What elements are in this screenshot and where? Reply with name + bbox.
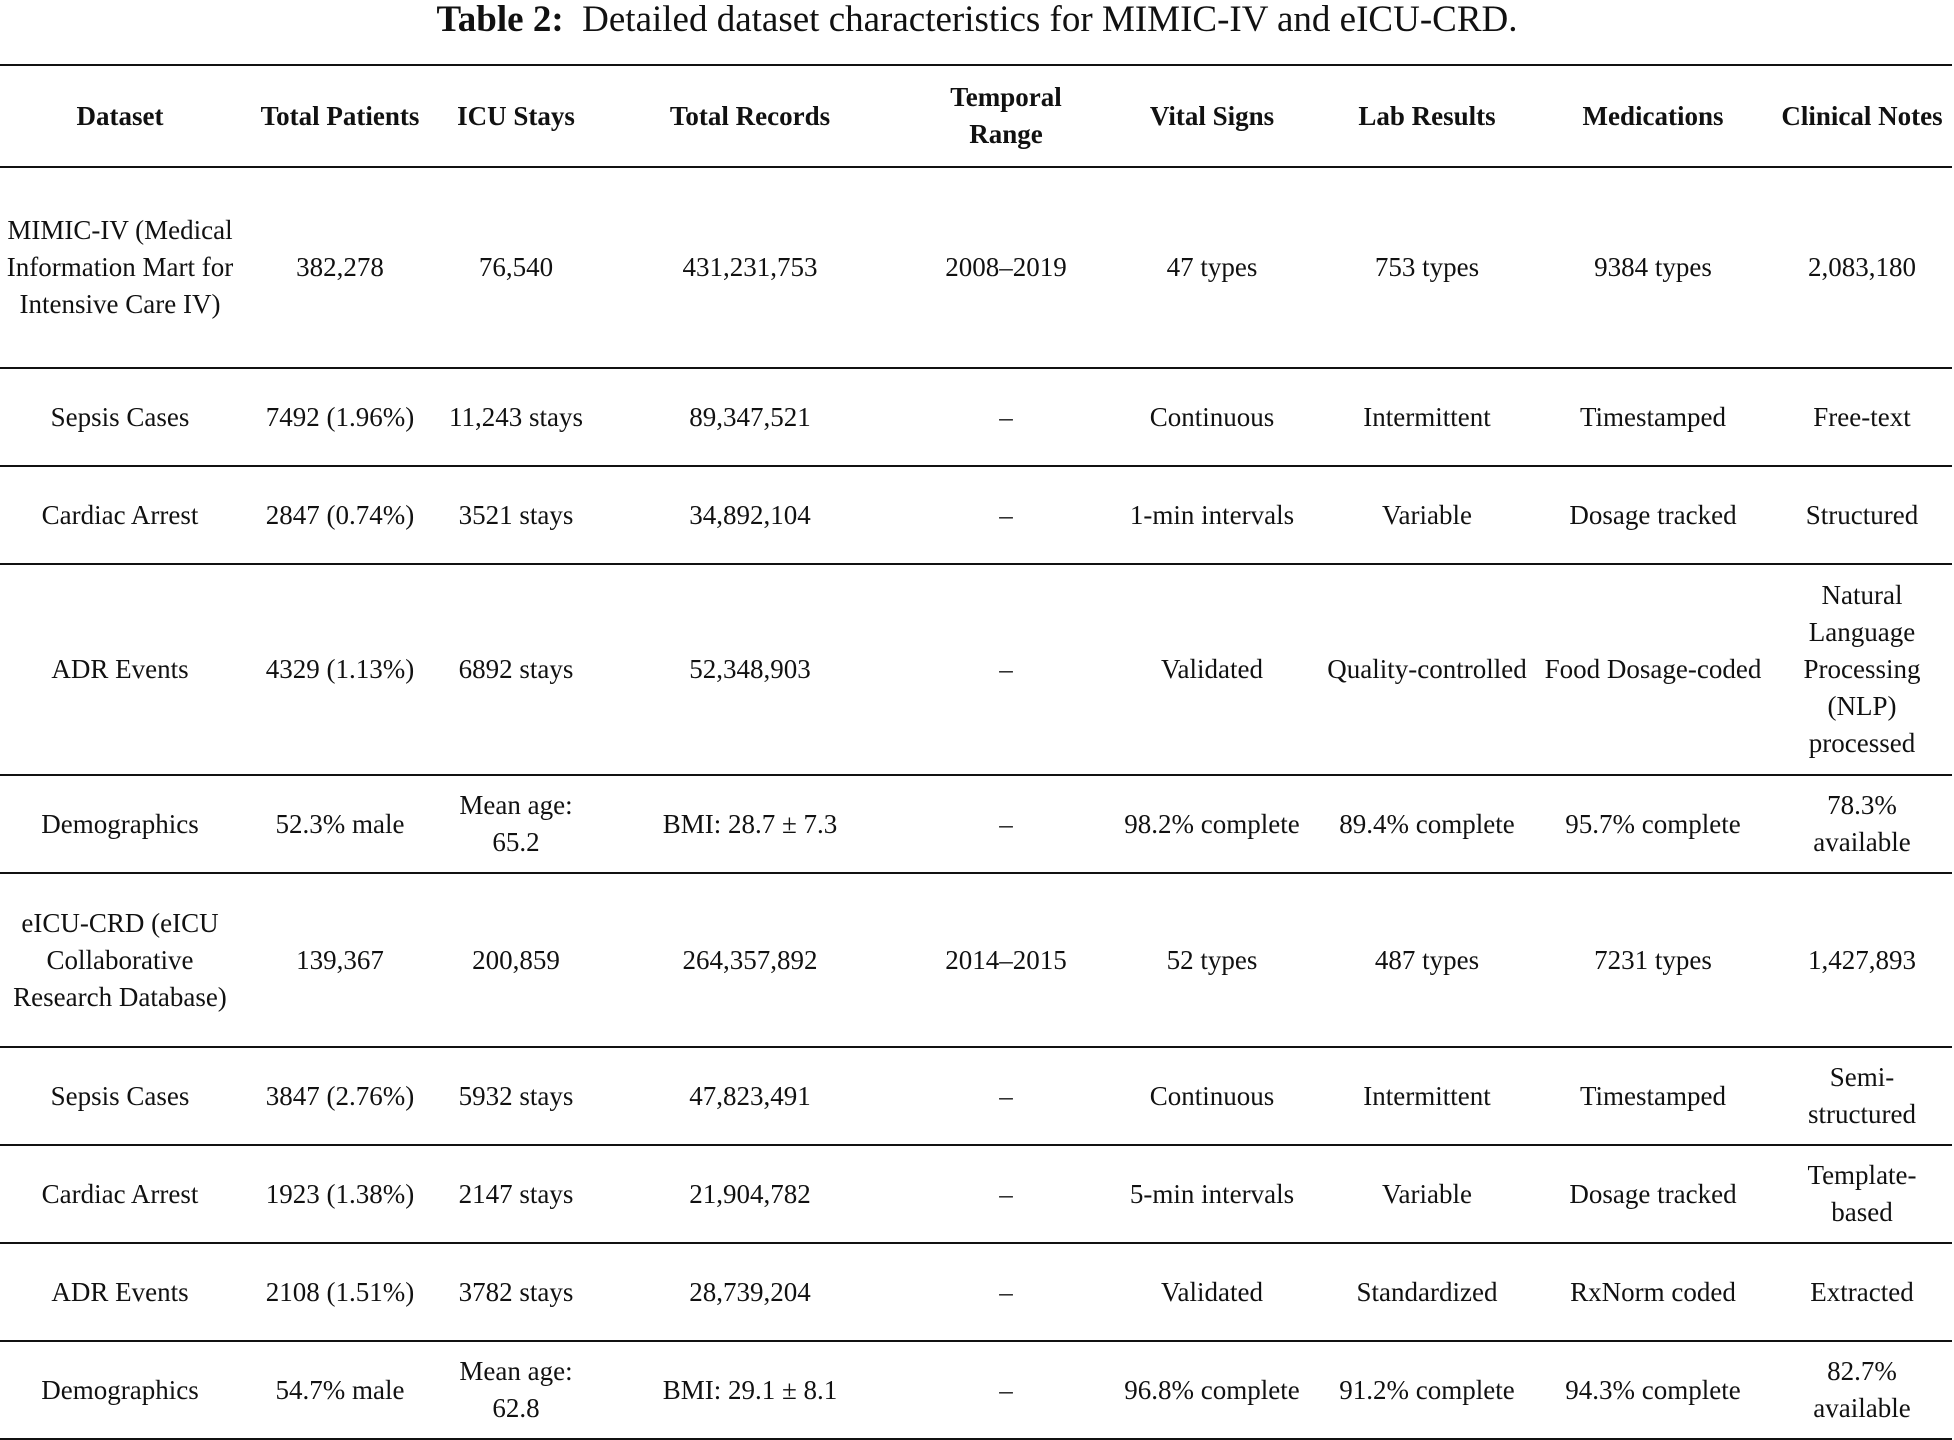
table-cell: 52,348,903 <box>592 564 908 775</box>
col-header-temporal-range: Temporal Range <box>908 65 1104 167</box>
table-cell: 76,540 <box>440 167 592 368</box>
table-cell: – <box>908 1243 1104 1341</box>
table-cell: – <box>908 368 1104 466</box>
table-cell: – <box>908 1145 1104 1243</box>
table-cell: RxNorm coded <box>1534 1243 1772 1341</box>
table-cell: 6892 stays <box>440 564 592 775</box>
table-cell: 82.7% available <box>1772 1341 1952 1439</box>
table-cell: 21,904,782 <box>592 1145 908 1243</box>
table-cell: 139,367 <box>240 873 440 1047</box>
table-cell: 52 types <box>1104 873 1320 1047</box>
table-row <box>0 873 1952 1047</box>
table-cell: BMI: 29.1 ± 8.1 <box>592 1341 908 1439</box>
table-row <box>0 1047 1952 1145</box>
table-caption <box>0 0 1954 46</box>
table-cell: 1-min intervals <box>1104 466 1320 564</box>
table-cell: BMI: 28.7 ± 7.3 <box>592 775 908 873</box>
caption-text: Detailed dataset characteristics for MIMIC-IV and eICU-CRD. <box>582 0 1518 40</box>
table-cell: 2147 stays <box>440 1145 592 1243</box>
table-cell: 7231 types <box>1534 873 1772 1047</box>
table-cell: 4329 (1.13%) <box>240 564 440 775</box>
table-cell: 3521 stays <box>440 466 592 564</box>
table-row <box>0 775 1952 873</box>
table-cell: Validated <box>1104 564 1320 775</box>
table-cell: Dosage tracked <box>1534 466 1772 564</box>
col-header-vital-signs: Vital Signs <box>1104 65 1320 167</box>
table-cell: Template-based <box>1772 1145 1952 1243</box>
table-cell: 2014–2015 <box>908 873 1104 1047</box>
table-cell: – <box>908 1047 1104 1145</box>
table-row <box>0 1145 1952 1243</box>
table-cell: 78.3% available <box>1772 775 1952 873</box>
col-header-total-records: Total Records <box>592 65 908 167</box>
table-cell: Intermittent <box>1320 1047 1534 1145</box>
table-cell: 89,347,521 <box>592 368 908 466</box>
table-cell: Natural Language Processing (NLP) processed <box>1772 564 1952 775</box>
table-cell: 264,357,892 <box>592 873 908 1047</box>
table-cell: 1923 (1.38%) <box>240 1145 440 1243</box>
col-header-clinical-notes: Clinical Notes <box>1772 65 1952 167</box>
table-cell: Quality-controlled <box>1320 564 1534 775</box>
table-row <box>0 368 1952 466</box>
table-row <box>0 564 1952 775</box>
table-cell: – <box>908 775 1104 873</box>
table-cell: 47,823,491 <box>592 1047 908 1145</box>
col-header-total-patients: Total Patients <box>240 65 440 167</box>
table-cell: 7492 (1.96%) <box>240 368 440 466</box>
table-cell: Sepsis Cases <box>0 1047 240 1145</box>
table-cell: Demographics <box>0 1341 240 1439</box>
table-cell: 3847 (2.76%) <box>240 1047 440 1145</box>
table-cell: Continuous <box>1104 1047 1320 1145</box>
table-cell: 431,231,753 <box>592 167 908 368</box>
table-cell: Timestamped <box>1534 368 1772 466</box>
table-cell: 54.7% male <box>240 1341 440 1439</box>
table-cell: 34,892,104 <box>592 466 908 564</box>
table-cell: Demographics <box>0 775 240 873</box>
table-cell: 1,427,893 <box>1772 873 1952 1047</box>
dataset-table-container <box>0 64 1952 1440</box>
table-cell: Mean age: 62.8 <box>440 1341 592 1439</box>
table-cell: Variable <box>1320 466 1534 564</box>
table-cell: Dosage tracked <box>1534 1145 1772 1243</box>
table-cell: 28,739,204 <box>592 1243 908 1341</box>
table-cell: 96.8% complete <box>1104 1341 1320 1439</box>
table-cell: Semi-structured <box>1772 1047 1952 1145</box>
table-cell: Intermittent <box>1320 368 1534 466</box>
table-cell: ADR Events <box>0 564 240 775</box>
table-cell: Timestamped <box>1534 1047 1772 1145</box>
table-cell: 98.2% complete <box>1104 775 1320 873</box>
table-cell: Cardiac Arrest <box>0 1145 240 1243</box>
table-row <box>0 1341 1952 1439</box>
table-cell: 2008–2019 <box>908 167 1104 368</box>
table-cell: 5-min intervals <box>1104 1145 1320 1243</box>
table-cell: Sepsis Cases <box>0 368 240 466</box>
table-cell: eICU-CRD (eICU Collaborative Research Database) <box>0 873 240 1047</box>
table-cell: Food Dosage-coded <box>1534 564 1772 775</box>
table-cell: 487 types <box>1320 873 1534 1047</box>
table-row <box>0 466 1952 564</box>
table-cell: Free-text <box>1772 368 1952 466</box>
table-cell: 5932 stays <box>440 1047 592 1145</box>
table-cell: MIMIC-IV (Medical Information Mart for Intensive Care IV) <box>0 167 240 368</box>
table-cell: Cardiac Arrest <box>0 466 240 564</box>
table-cell: 753 types <box>1320 167 1534 368</box>
col-header-medications: Medications <box>1534 65 1772 167</box>
table-cell: Validated <box>1104 1243 1320 1341</box>
table-cell: 2108 (1.51%) <box>240 1243 440 1341</box>
table-cell: – <box>908 564 1104 775</box>
table-cell: 94.3% complete <box>1534 1341 1772 1439</box>
table-cell: 9384 types <box>1534 167 1772 368</box>
table-cell: Standardized <box>1320 1243 1534 1341</box>
table-cell: 2,083,180 <box>1772 167 1952 368</box>
table-cell: Structured <box>1772 466 1952 564</box>
col-header-lab-results: Lab Results <box>1320 65 1534 167</box>
table-cell: 89.4% complete <box>1320 775 1534 873</box>
table-cell: – <box>908 466 1104 564</box>
dataset-characteristics-table <box>0 64 1952 1440</box>
table-row <box>0 1243 1952 1341</box>
table-cell: Mean age: 65.2 <box>440 775 592 873</box>
table-cell: – <box>908 1341 1104 1439</box>
col-header-dataset: Dataset <box>0 65 240 167</box>
table-cell: 382,278 <box>240 167 440 368</box>
table-cell: 200,859 <box>440 873 592 1047</box>
table-cell: 11,243 stays <box>440 368 592 466</box>
table-cell: Extracted <box>1772 1243 1952 1341</box>
table-cell: ADR Events <box>0 1243 240 1341</box>
table-cell: Variable <box>1320 1145 1534 1243</box>
table-cell: 3782 stays <box>440 1243 592 1341</box>
table-cell: 47 types <box>1104 167 1320 368</box>
header-row <box>0 65 1952 167</box>
table-cell: Continuous <box>1104 368 1320 466</box>
table-cell: 52.3% male <box>240 775 440 873</box>
table-cell: 2847 (0.74%) <box>240 466 440 564</box>
table-cell: 95.7% complete <box>1534 775 1772 873</box>
table-cell: 91.2% complete <box>1320 1341 1534 1439</box>
col-header-icu-stays: ICU Stays <box>440 65 592 167</box>
table-row <box>0 167 1952 368</box>
caption-label: Table 2: <box>436 0 564 40</box>
